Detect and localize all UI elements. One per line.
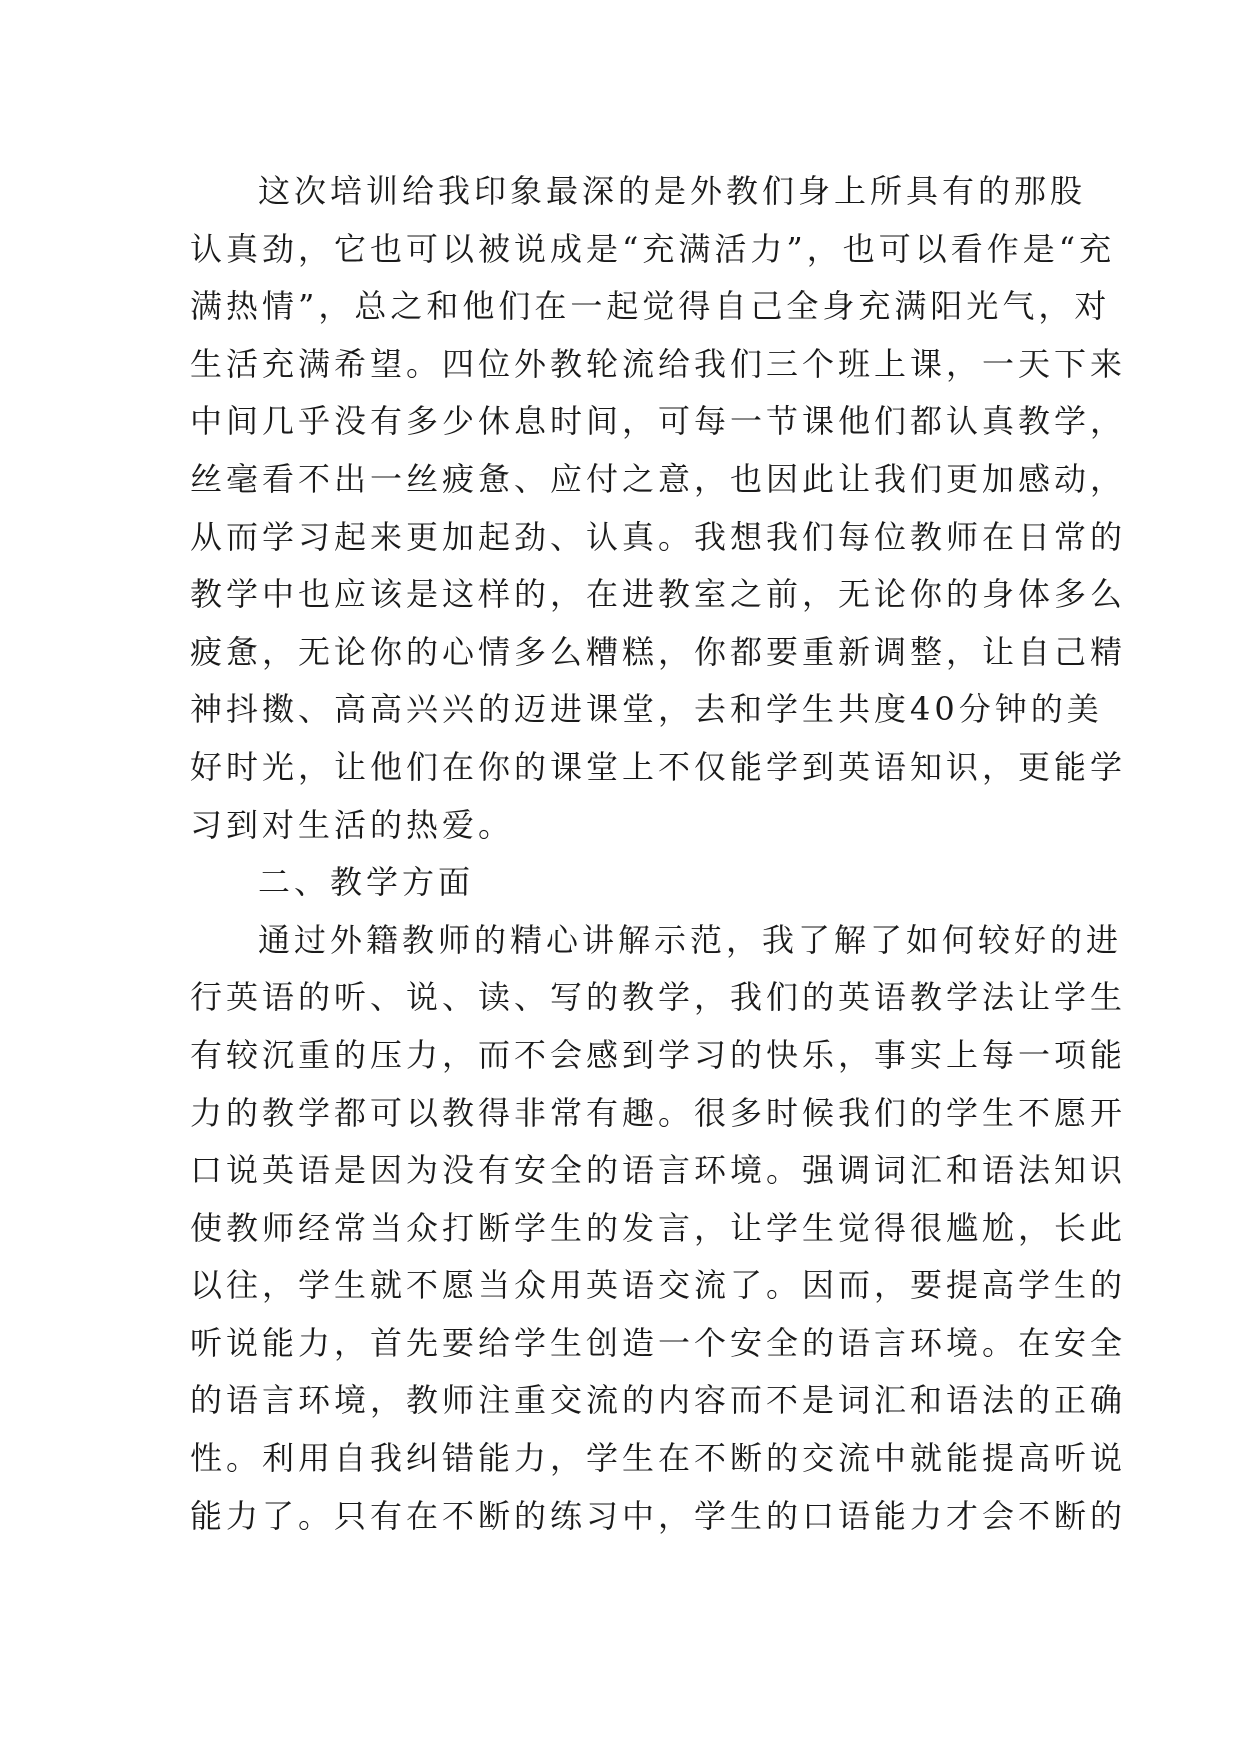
text-line: 丝毫看不出一丝疲惫、应付之意，也因此让我们更加感动， (190, 459, 1127, 498)
text-line: 听说能力，首先要给学生创造一个安全的语言环境。在安全 (190, 1323, 1127, 1362)
text-line: 习到对生活的热爱。 (190, 805, 515, 844)
text-line: 性。利用自我纠错能力，学生在不断的交流中就能提高听说 (190, 1439, 1127, 1478)
text-line: 满热情”，总之和他们在一起觉得自己全身充满阳光气，对 (190, 287, 1111, 326)
text-line: 口说英语是因为没有安全的语言环境。强调词汇和语法知识 (190, 1151, 1127, 1190)
text-line: 使教师经常当众打断学生的发言，让学生觉得很尴尬，长此 (190, 1208, 1127, 1247)
paragraph-1 (190, 163, 1127, 854)
text-line: 认真劲，它也可以被说成是“充满活力”，也可以看作是“充 (190, 229, 1116, 268)
text-line: 力的教学都可以教得非常有趣。很多时候我们的学生不愿开 (190, 1093, 1127, 1132)
document-body (190, 163, 1127, 1545)
section-heading: 二、教学方面 (258, 863, 475, 902)
text-line: 这次培训给我印象最深的是外教们身上所具有的那股 (258, 172, 1087, 210)
text-line: 的语言环境，教师注重交流的内容而不是词汇和语法的正确 (190, 1381, 1127, 1420)
text-line: 行英语的听、说、读、写的教学，我们的英语教学法让学生 (190, 978, 1127, 1017)
text-line: 教学中也应该是这样的，在进教室之前，无论你的身体多么 (190, 575, 1127, 614)
text-line: 神抖擞、高高兴兴的迈进课堂，去和学生共度40分钟的美 (190, 690, 1103, 729)
text-line: 生活充满希望。四位外教轮流给我们三个班上课，一天下来 (190, 344, 1127, 383)
text-line: 好时光，让他们在你的课堂上不仅能学到英语知识，更能学 (190, 747, 1127, 786)
text-line: 从而学习起来更加起劲、认真。我想我们每位教师在日常的 (190, 517, 1127, 556)
text-line: 能力了。只有在不断的练习中，学生的口语能力才会不断的 (190, 1496, 1127, 1535)
text-line: 以往，学生就不愿当众用英语交流了。因而，要提高学生的 (190, 1266, 1127, 1305)
text-line: 通过外籍教师的精心讲解示范，我了解了如何较好的进 (258, 920, 1123, 959)
text-line: 有较沉重的压力，而不会感到学习的快乐，事实上每一项能 (190, 1035, 1127, 1074)
paragraph-2 (190, 912, 1127, 1546)
text-line: 中间几乎没有多少休息时间，可每一节课他们都认真教学， (190, 402, 1127, 441)
text-line: 疲惫，无论你的心情多么糟糕，你都要重新调整，让自己精 (190, 632, 1127, 671)
